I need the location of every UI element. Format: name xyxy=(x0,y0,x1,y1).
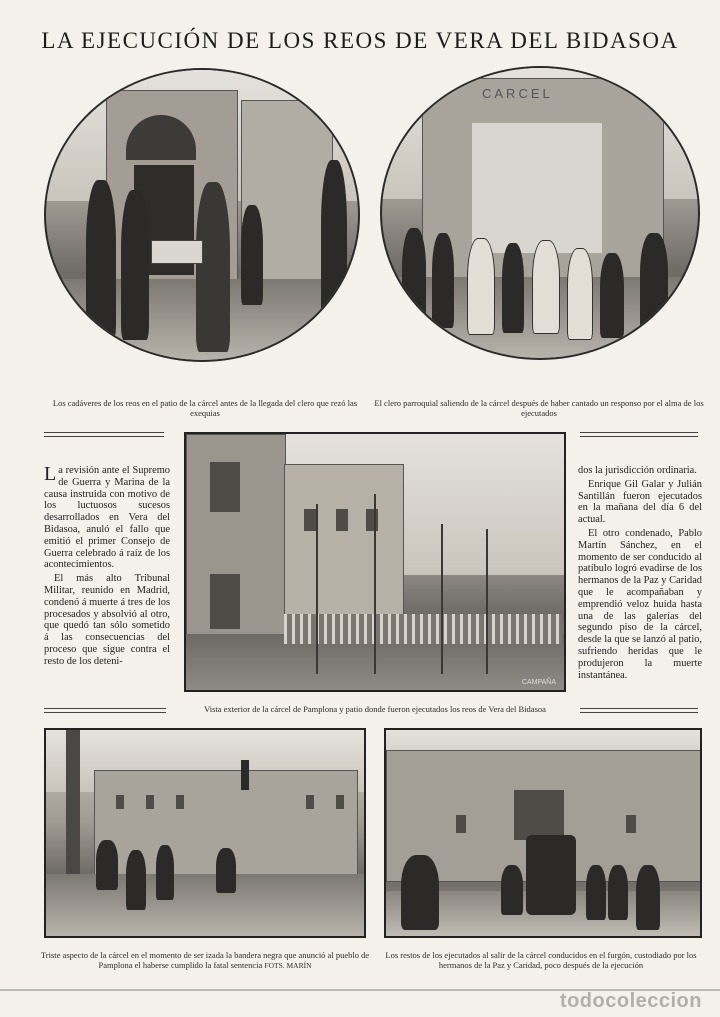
photo-furgon xyxy=(384,728,702,938)
photo-tree xyxy=(316,504,318,674)
photo-hermano xyxy=(608,865,628,920)
photo-tree xyxy=(486,529,488,674)
article-left-column xyxy=(44,465,170,670)
photo-priest xyxy=(600,253,624,338)
column-rule xyxy=(580,708,698,713)
photo-window xyxy=(366,509,378,531)
article-paragraph: El otro condenado, Pablo Martín Sánchez, en el momento de ser conducido al patíbulo logró evadirse de los hermanos de la Paz y Caridad que le acompañaban y emprendió veloz huída hasta una de las galerías del segundo piso de la cárcel, desde la que se lanzó al patio, sufriendo heridas que le produjeron la muerte instantánea. xyxy=(578,527,702,681)
photo-hermano xyxy=(401,855,439,930)
photo-tree xyxy=(441,524,443,674)
photo-bandera-negra xyxy=(44,728,366,938)
photo-cadaveres-patio xyxy=(44,68,360,362)
photo-gate-opening xyxy=(472,123,602,253)
photo-window xyxy=(456,815,466,833)
column-rule xyxy=(580,432,698,437)
photo-window xyxy=(176,795,184,809)
photo-window xyxy=(116,795,124,809)
photo-window xyxy=(210,462,240,512)
photo-hermano xyxy=(586,865,606,920)
photo-flag xyxy=(241,760,249,790)
photo-priest xyxy=(402,228,426,328)
photo-coffin xyxy=(151,240,203,264)
photo-priest xyxy=(432,233,454,328)
photo-window xyxy=(306,795,314,809)
photo-fence xyxy=(284,614,562,644)
caption-photo5: Los restos de los ejecutados al salir de la cárcel conducidos en el furgón, custodiado por los hermanos de la Paz y Caridad, poco después de la ejecución xyxy=(385,950,697,970)
photo-priest xyxy=(640,233,668,333)
photo-priest xyxy=(467,238,495,335)
photo-hermano xyxy=(636,865,660,930)
photo-credit: FOTS. MARÍN xyxy=(264,961,312,970)
caption-text: Triste aspecto de la cárcel en el momento de ser izada la bandera negra que anunció al pueblo de Pamplona el haberse cumplido la fatal sentencia xyxy=(40,950,370,970)
photo-priest xyxy=(567,248,593,340)
photo-soldier xyxy=(121,190,149,340)
photo-rider xyxy=(156,845,174,900)
column-rule xyxy=(44,708,166,713)
article-paragraph: dos la jurisdicción ordinaria. xyxy=(578,465,697,476)
photo-building xyxy=(284,464,404,616)
article-right-column xyxy=(578,465,702,683)
drop-cap: L xyxy=(44,463,57,485)
article-paragraph: El más alto Tribunal Militar, reunido en Madrid, condenó á muerte á tres de los procesados y absolvió al otro, que quedó tan sólo sometido á las consecuencias del proceso que sigue contra el resto de los deteni- xyxy=(44,573,170,667)
page-title: LA EJECUCIÓN DE LOS REOS DE VERA DEL BIDASOA xyxy=(41,28,679,53)
photo-ground xyxy=(46,874,364,936)
photo-soldier xyxy=(86,180,116,340)
photo-soldier xyxy=(196,182,230,352)
photo-window xyxy=(146,795,154,809)
column-rule xyxy=(44,432,164,437)
photographer-signature: CAMPAÑA xyxy=(521,679,556,686)
photo-window xyxy=(336,509,348,531)
article-paragraph: Enrique Gil Galar y Julián Santillán fueron ejecutados en la mañana del día 6 del actual. xyxy=(578,478,702,526)
photo-hermano xyxy=(501,865,523,915)
photo-gate-sign: CARCEL xyxy=(482,86,553,101)
watermark: todocoleccion xyxy=(559,990,702,1012)
photo-rider xyxy=(216,848,236,893)
photo-carcel-pamplona xyxy=(184,432,566,692)
photo-window xyxy=(304,509,316,531)
caption-photo1: Los cadáveres de los reos en el patio de la cárcel antes de la llegada del clero que rezó las exequias xyxy=(52,398,358,418)
photo-priest xyxy=(502,243,524,333)
photo-priest xyxy=(532,240,560,334)
photo-soldier xyxy=(241,205,263,305)
photo-rider xyxy=(96,840,118,890)
photo-rider xyxy=(126,850,146,910)
photo-window xyxy=(210,574,240,629)
photo-soldier xyxy=(321,160,347,320)
caption-photo4 xyxy=(40,950,370,971)
photo-window xyxy=(626,815,636,833)
photo-clero-saliendo xyxy=(380,66,700,360)
caption-photo2: El clero parroquial saliendo de la cárcel después de haber cantado un responso por el alma de los ejecutados xyxy=(374,398,704,418)
photo-tree xyxy=(374,494,376,674)
article-text: a revisión ante el Supremo de Guerra y Marina de la causa instruida con motivo de los luctuosos sucesos desarrollados en Vera del Bidasoa, anuló el fallo que emitió el primer Consejo de Guerra celebrado á raíz de los acontecimientos. xyxy=(44,465,170,571)
photo-gate-opening xyxy=(514,790,564,840)
photo-carriage xyxy=(526,835,576,915)
article-paragraph xyxy=(44,465,170,571)
caption-photo3: Vista exterior de la cárcel de Pamplona y patio donde fueron ejecutados los reos de Vera del Bidasoa xyxy=(204,704,546,714)
photo-window xyxy=(336,795,344,809)
